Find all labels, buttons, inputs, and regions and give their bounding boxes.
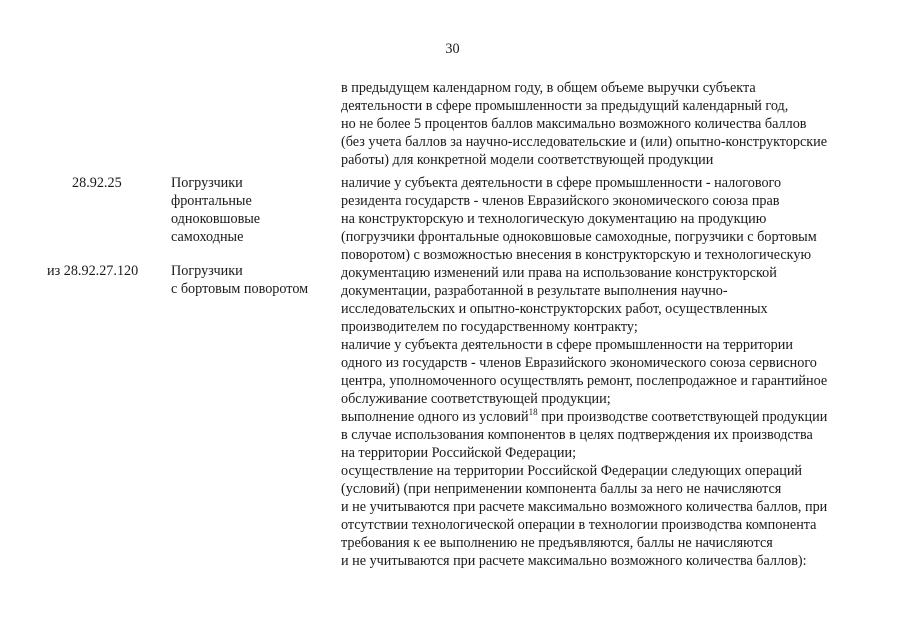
requirement-line: документации, разработанной в результате выполнения научно- (341, 283, 728, 299)
product-code: из 28.92.27.120 (47, 263, 139, 279)
requirement-line: отсутствии технологической операции в технологии производства компонента (341, 517, 817, 533)
product-name-line: самоходные (171, 229, 244, 245)
requirement-line-with-footnote (341, 408, 827, 426)
continuation-line: (без учета баллов за научно-исследовательские и (или) опытно-конструкторские (341, 134, 828, 150)
requirement-line: производителем по государственному контракту; (341, 319, 638, 335)
product-name-line: одноковшовые (171, 211, 261, 227)
continuation-line: в предыдущем календарном году, в общем объеме выручки субъекта (341, 80, 756, 96)
product-name-line: фронтальные (171, 193, 252, 209)
product-name-line: с бортовым поворотом (171, 281, 309, 297)
requirement-line: исследовательских и опытно-конструкторских работ, осуществленных (341, 301, 768, 317)
requirement-line: в случае использования компонентов в целях подтверждения их производства (341, 427, 813, 443)
requirement-line: и не учитываются при расчете максимально возможного количества баллов): (341, 553, 807, 569)
requirement-line: обслуживание соответствующей продукции; (341, 391, 611, 407)
requirement-line-start: выполнение одного из условий (341, 409, 529, 425)
requirement-line: на территории Российской Федерации; (341, 445, 577, 461)
requirement-line: наличие у субъекта деятельности в сфере промышленности - налогового (341, 175, 782, 191)
requirement-line: осуществление на территории Российской Федерации следующих операций (341, 463, 803, 479)
footnote-reference[interactable]: 18 (528, 407, 538, 417)
requirement-line: (условий) (при неприменении компонента баллы за него не начисляются (341, 481, 782, 497)
requirement-line: поворотом) с возможностью внесения в конструкторскую и технологическую (341, 247, 812, 263)
requirement-line: наличие у субъекта деятельности в сфере промышленности на территории (341, 337, 793, 353)
requirement-line: одного из государств - членов Евразийского экономического союза сервисного (341, 355, 817, 371)
page-number: 30 (445, 41, 460, 57)
requirement-line: центра, уполномоченного осуществлять ремонт, послепродажное и гарантийное (341, 373, 828, 389)
continuation-line: работы) для конкретной модели соответствующей продукции (341, 152, 714, 168)
requirement-line: и не учитываются при расчете максимально возможного количества баллов, при (341, 499, 828, 515)
requirement-line: на конструкторскую и технологическую документацию на продукцию (341, 211, 767, 227)
continuation-line: деятельности в сфере промышленности за предыдущий календарный год, (341, 98, 789, 114)
requirement-line-end: при производстве соответствующей продукции (537, 409, 828, 425)
requirement-line: (погрузчики фронтальные одноковшовые самоходные, погрузчики с бортовым (341, 229, 817, 245)
continuation-line: но не более 5 процентов баллов максимально возможного количества баллов (341, 116, 807, 132)
product-code: 28.92.25 (72, 175, 122, 191)
requirement-line: резидента государств - членов Евразийского экономического союза прав (341, 193, 780, 209)
product-name-line: Погрузчики (171, 175, 243, 191)
requirement-line: документацию изменений или права на использование конструкторской (341, 265, 777, 281)
product-name-line: Погрузчики (171, 263, 243, 279)
requirement-line: требования к ее выполнению не предъявляются, баллы не начисляются (341, 535, 773, 551)
